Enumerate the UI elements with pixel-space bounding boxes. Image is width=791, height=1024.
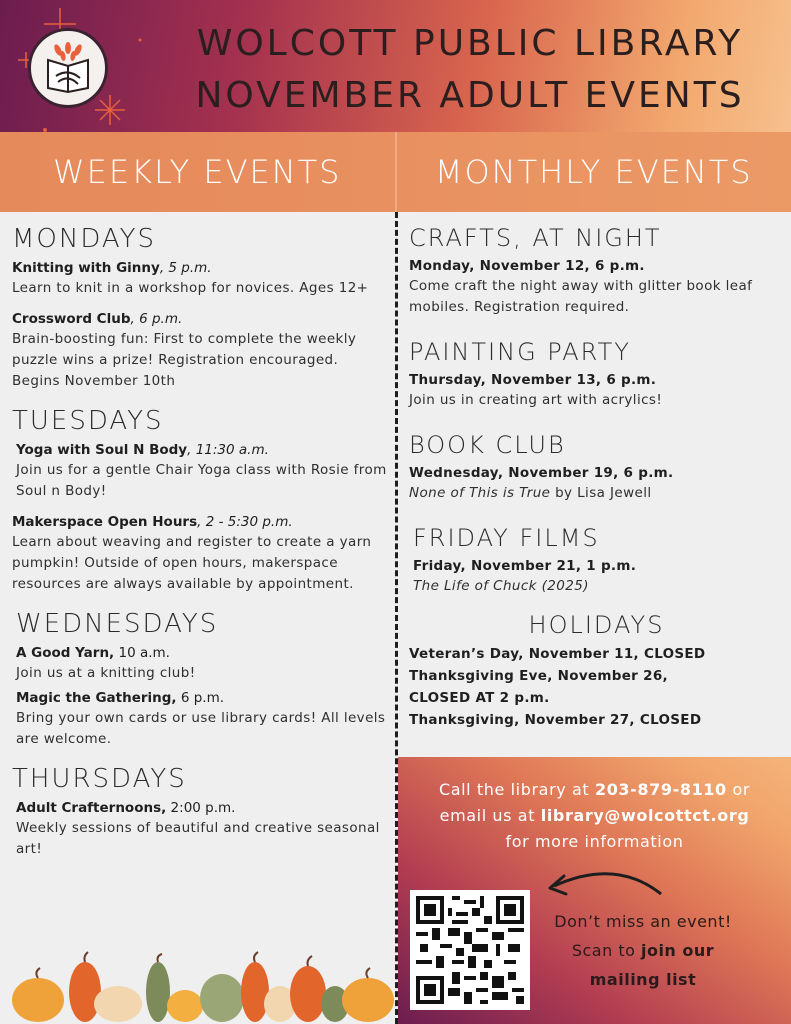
- event-description: Join us at a knitting club!: [16, 665, 196, 681]
- scan-line-1: Don’t miss an event!: [554, 912, 732, 931]
- event-description: Join us for a gentle Chair Yoga class with Rosie from Soul n Body!: [16, 462, 387, 499]
- book-author: by Lisa Jewell: [550, 485, 652, 501]
- weekly-events-heading: WEEKLY EVENTS: [53, 153, 342, 191]
- holiday-item: CLOSED AT 2 p.m.: [409, 690, 550, 706]
- monthly-events-column: [409, 224, 784, 731]
- event-title: [12, 309, 390, 329]
- event-name: Magic the Gathering,: [16, 690, 177, 706]
- holiday-item: Thanksgiving, November 27, CLOSED: [409, 712, 702, 728]
- book-title: None of This is True: [409, 485, 551, 501]
- title-line-1: WOLCOTT PUBLIC LIBRARY: [196, 23, 744, 64]
- event-title: [12, 798, 390, 818]
- contact-email-prefix: email us at: [439, 806, 541, 825]
- holiday-item: Thanksgiving Eve, November 26,: [409, 668, 668, 684]
- event-title: [12, 643, 390, 663]
- event-title: [12, 688, 390, 708]
- qr-code-icon: [416, 896, 524, 1004]
- title-line-2: NOVEMBER ADULT EVENTS: [195, 75, 745, 116]
- crafts-description: Come craft the night away with glitter book leaf mobiles. Registration required.: [409, 278, 753, 315]
- contact-text: [398, 777, 791, 855]
- curved-arrow-icon: [546, 862, 666, 902]
- event-description: Weekly sessions of beautiful and creative seasonal art!: [16, 820, 380, 857]
- bookclub-description: [409, 483, 784, 504]
- contact-phone-suffix: or: [726, 780, 751, 799]
- event-name: Crossword Club: [12, 311, 131, 327]
- event-description: Learn about weaving and register to create a yarn pumpkin! Outside of open hours, makerspace resources are always available by appointment.: [12, 534, 372, 592]
- event-time: , 11:30 a.m.: [187, 442, 269, 458]
- event-time: 2:00 p.m.: [166, 800, 236, 816]
- section-bands: [0, 132, 791, 212]
- bookclub-date: Wednesday, November 19, 6 p.m.: [409, 465, 674, 481]
- event-name: Knitting with Ginny: [12, 260, 160, 276]
- thursdays-heading: THURSDAYS: [12, 764, 187, 794]
- pumpkins-decoration-icon: [10, 948, 395, 1024]
- crafts-heading: CRAFTS, AT NIGHT: [409, 224, 662, 252]
- scan-join: join our: [640, 941, 715, 960]
- contact-email-line: [398, 803, 791, 829]
- phone-number-link[interactable]: 203-879-8110: [594, 780, 727, 799]
- contact-phone-line: [398, 777, 791, 803]
- monthly-events-heading: MONTHLY EVENTS: [434, 153, 753, 191]
- scan-mailing-list: mailing list: [589, 970, 697, 989]
- event-time: , 6 p.m.: [130, 311, 183, 327]
- event-description: Brain-boosting fun: First to complete the weekly puzzle wins a prize! Registration encouraged. Begins November 10th: [12, 331, 357, 389]
- event-name: Yoga with Soul N Body: [16, 442, 188, 458]
- event-name: A Good Yarn,: [16, 645, 115, 661]
- event-name: Adult Crafternoons,: [16, 800, 167, 816]
- event-time: 10 a.m.: [114, 645, 170, 661]
- holiday-item: Veteran’s Day, November 11, CLOSED: [409, 646, 706, 662]
- event-title: [12, 512, 390, 532]
- contact-panel: [398, 757, 791, 1024]
- crafts-date: Monday, November 12, 6 p.m.: [409, 258, 645, 274]
- painting-heading: PAINTING PARTY: [409, 338, 631, 366]
- event-description: Bring your own cards or use library cards! All levels are welcome.: [16, 710, 386, 747]
- scan-line-2: [538, 936, 748, 965]
- tuesdays-heading: TUESDAYS: [12, 406, 164, 436]
- scan-prefix: Scan to: [571, 941, 641, 960]
- event-name: Makerspace Open Hours: [12, 514, 198, 530]
- event-time: 6 p.m.: [176, 690, 225, 706]
- event-time: , 5 p.m.: [159, 260, 212, 276]
- header-banner: [0, 0, 791, 132]
- mondays-heading: MONDAYS: [12, 224, 157, 254]
- event-title: [12, 258, 390, 278]
- wednesdays-heading: WEDNESDAYS: [16, 609, 219, 639]
- weekly-events-column: [12, 224, 390, 860]
- painting-date: Thursday, November 13, 6 p.m.: [409, 372, 657, 388]
- bookclub-heading: BOOK CLUB: [409, 431, 566, 459]
- event-time: , 2 - 5:30 p.m.: [197, 514, 293, 530]
- scan-line-3: [538, 965, 748, 994]
- qr-code[interactable]: [410, 890, 530, 1010]
- book-hands-logo-icon: [40, 40, 96, 96]
- films-title: The Life of Chuck (2025): [413, 578, 589, 594]
- films-heading: FRIDAY FILMS: [413, 524, 600, 552]
- contact-info-line: for more information: [505, 832, 684, 851]
- library-logo: [28, 28, 108, 108]
- painting-description: Join us in creating art with acrylics!: [409, 392, 663, 408]
- email-link[interactable]: library@wolcottct.org: [540, 806, 750, 825]
- holidays-heading: HOLIDAYS: [528, 611, 665, 639]
- event-title: [12, 440, 390, 460]
- page-title: [155, 18, 785, 122]
- scan-text: [538, 907, 748, 994]
- films-date: Friday, November 21, 1 p.m.: [413, 558, 637, 574]
- contact-phone-prefix: Call the library at: [438, 780, 595, 799]
- event-description: Learn to knit in a workshop for novices. Ages 12+: [12, 280, 369, 296]
